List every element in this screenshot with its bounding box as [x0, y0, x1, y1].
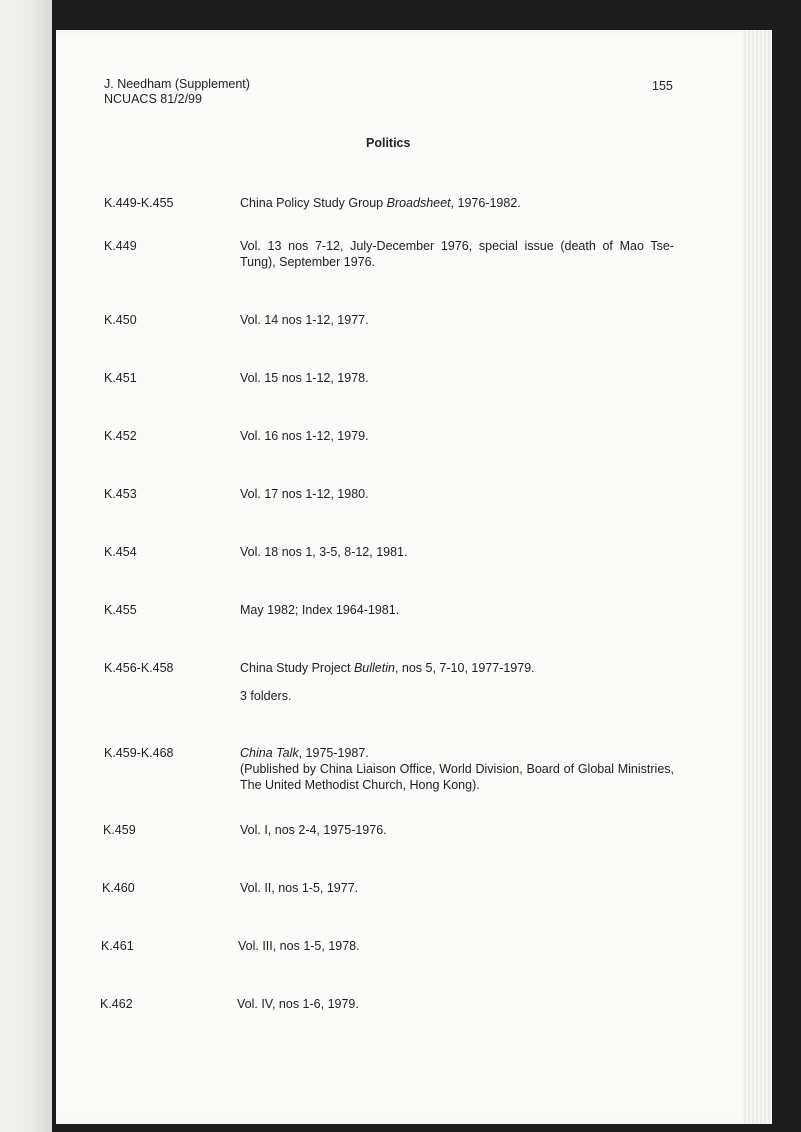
entry-reference: K.462 [100, 997, 133, 1011]
section-title: Politics [366, 136, 411, 150]
entry-note: 3 folders. [240, 689, 292, 703]
entry-reference: K.459 [103, 823, 136, 837]
entry-description: May 1982; Index 1964-1981. [240, 603, 400, 617]
entry-description: Vol. 13 nos 7-12, July-December 1976, special issue (death of Mao Tse-Tung), September 1976. [240, 239, 674, 269]
entry-description: Vol. 17 nos 1-12, 1980. [240, 487, 369, 501]
entry-description: Vol. I, nos 2-4, 1975-1976. [240, 823, 387, 837]
running-header [104, 77, 250, 107]
entry-reference: K.451 [104, 371, 137, 385]
entry-reference: K.449-K.455 [104, 196, 174, 210]
entry-reference: K.456-K.458 [104, 661, 174, 675]
entry-description: China Policy Study Group Broadsheet, 1976-1982. [240, 196, 521, 210]
entry-description: China Talk, 1975-1987. (Published by China Liaison Office, World Division, Board of Global Ministries, The United Methodist Church, Hong Kong). [240, 746, 674, 792]
entry-description: China Study Project Bulletin, nos 5, 7-10, 1977-1979. 3 folders. [240, 660, 674, 704]
entry-description: Vol. II, nos 1-5, 1977. [240, 881, 359, 895]
facing-page-edge [0, 0, 52, 1132]
author-line: J. Needham (Supplement) [104, 77, 250, 91]
entry-description: Vol. III, nos 1-5, 1978. [238, 939, 360, 953]
catalogue-ref: NCUACS 81/2/99 [104, 92, 202, 106]
entry-description: Vol. 15 nos 1-12, 1978. [240, 371, 369, 385]
entry-reference: K.449 [104, 239, 137, 253]
entry-description: Vol. 16 nos 1-12, 1979. [240, 429, 369, 443]
page-stack-edge [742, 30, 772, 1124]
entry-reference: K.460 [102, 881, 135, 895]
entry-reference: K.459-K.468 [104, 746, 174, 760]
page-number: 155 [652, 79, 673, 93]
entry-reference: K.452 [104, 429, 137, 443]
entry-description: Vol. 18 nos 1, 3-5, 8-12, 1981. [240, 545, 408, 559]
entry-reference: K.461 [101, 939, 134, 953]
entry-reference: K.455 [104, 603, 137, 617]
entry-description: Vol. 14 nos 1-12, 1977. [240, 313, 369, 327]
entry-reference: K.454 [104, 545, 137, 559]
entry-reference: K.450 [104, 313, 137, 327]
entry-description: Vol. IV, nos 1-6, 1979. [237, 997, 359, 1011]
entry-reference: K.453 [104, 487, 137, 501]
